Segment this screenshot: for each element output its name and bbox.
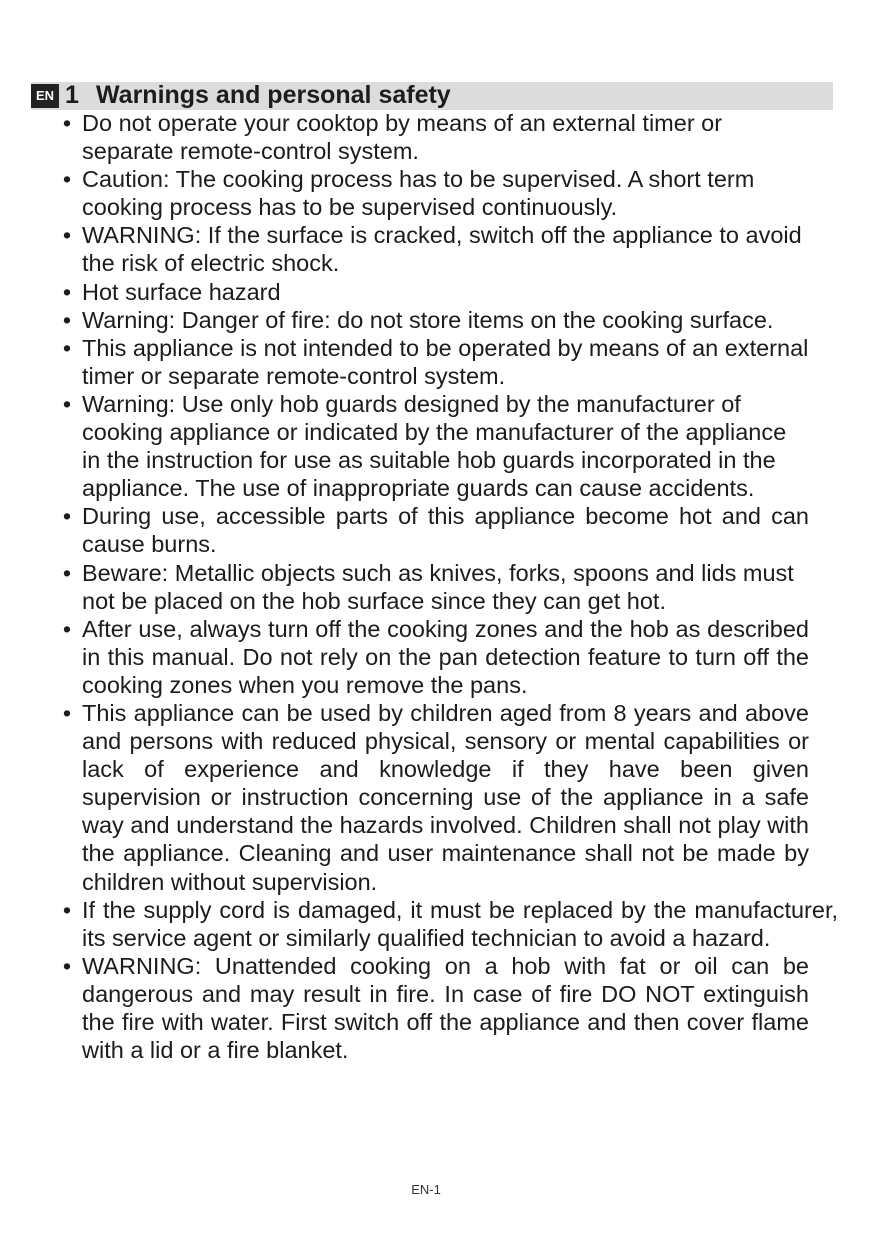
warning-text: WARNING: If the surface is cracked, switch off the appliance to avoid the risk of electric shock.: [82, 222, 802, 277]
warning-item: [60, 559, 809, 615]
bullet-icon: •: [62, 699, 72, 726]
bullet-icon: •: [62, 306, 72, 333]
language-badge: EN: [31, 84, 59, 108]
bullet-icon: •: [62, 559, 72, 586]
warning-text: After use, always turn off the cooking zones and the hob as described in this manual. Do not rely on the pan detection feature to turn off the cooking zones when you remove the pans.: [82, 615, 809, 698]
warning-item: [60, 109, 809, 165]
section-number: 1: [65, 81, 79, 109]
safety-warnings-list: [60, 109, 840, 1064]
warning-text: Warning: Use only hob guards designed by the manufacturer of cooking appliance or indicated by the manufacturer of the appliance in the instruction for use as suitable hob guards incorporated in the appliance. The use of inappropriate guards can cause accidents.: [82, 390, 787, 502]
warning-text: Warning: Danger of fire: do not store items on the cooking surface.: [82, 306, 774, 333]
warning-item: [60, 952, 809, 1064]
warning-text: This appliance can be used by children aged from 8 years and above and persons with reduced physical, sensory or mental capabilities or lack of experience and knowledge if they have been given supervision or instruction concerning use of the appliance in a safe way and understand the hazards involved. Children shall not play with the appliance. Cleaning and user maintenance shall not be made by children without supervision.: [82, 699, 809, 895]
warning-item: [60, 699, 809, 896]
warning-text: Beware: Metallic objects such as knives, forks, spoons and lids must not be placed on the hob surface since they can get hot.: [82, 559, 794, 614]
warning-text: If the supply cord is damaged, it must be replaced by the manufacturer, its service agent or similarly qualified technician to avoid a hazard.: [82, 896, 838, 951]
warning-text: Hot surface hazard: [82, 278, 281, 305]
warning-item: [60, 502, 809, 558]
warning-item: [60, 390, 809, 502]
warning-item: [60, 278, 809, 306]
bullet-icon: •: [62, 278, 72, 305]
warning-item: [60, 615, 809, 699]
section-title: Warnings and personal safety: [96, 81, 451, 109]
warning-item: [60, 334, 809, 390]
bullet-icon: •: [62, 110, 72, 136]
bullet-icon: •: [62, 615, 72, 642]
warning-text: WARNING: Unattended cooking on a hob with fat or oil can be dangerous and may result in fire. In case of fire DO NOT extinguish the fire with water. First switch off the appliance and then cover flame with a lid or a fire blanket.: [82, 952, 809, 1064]
bullet-icon: •: [62, 952, 72, 979]
page-number: EN-1: [411, 1182, 441, 1197]
bullet-icon: •: [62, 166, 72, 193]
warning-text: Caution: The cooking process has to be supervised. A short term cooking process has to be supervised continuously.: [82, 166, 755, 221]
bullet-icon: •: [62, 334, 72, 361]
bullet-icon: •: [62, 390, 72, 417]
warning-item: [60, 306, 809, 334]
warning-text: This appliance is not intended to be operated by means of an external timer or separate remote-control system.: [82, 334, 809, 389]
warning-item: [60, 896, 838, 952]
bullet-icon: •: [62, 222, 72, 249]
bullet-icon: •: [62, 896, 72, 923]
warning-text: During use, accessible parts of this appliance become hot and can cause burns.: [82, 503, 809, 558]
bullet-icon: •: [62, 503, 72, 530]
warning-item: [60, 221, 809, 277]
warning-text: Do not operate your cooktop by means of an external timer or separate remote-control system.: [82, 110, 723, 165]
warning-item: [60, 165, 809, 221]
